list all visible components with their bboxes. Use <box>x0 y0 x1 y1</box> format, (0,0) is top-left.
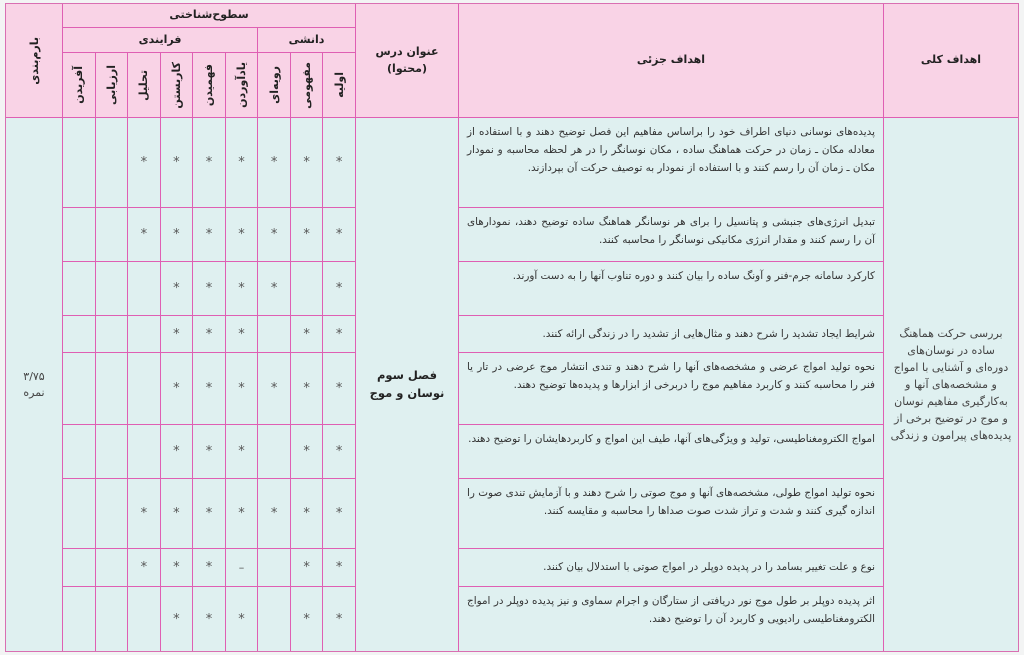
level-mark: * <box>238 281 245 296</box>
specific-objective-text: نوع و علت تغییر بسامد را در پدیده دوپلر در امواج صوتی با استدلال بیان کنند. <box>543 561 875 573</box>
level-mark: * <box>270 281 278 296</box>
header-level-label: کاربستن <box>169 61 183 109</box>
level-mark: * <box>173 560 180 575</box>
header-level-column <box>96 53 129 118</box>
level-mark: * <box>303 560 310 575</box>
level-mark: * <box>173 381 180 396</box>
level-mark: * <box>303 381 310 396</box>
level-cell <box>161 549 194 587</box>
level-mark: * <box>335 560 343 575</box>
specific-objective-row <box>459 118 884 208</box>
header-general-objectives-label: اهداف کلی <box>920 53 982 67</box>
specific-objective-text: پدیده‌های نوسانی دنیای اطراف خود را براساس مفاهیم این فصل توضیح دهند و با استفاده از معادله مکان ـ زمان در حرکت هماهنگ ساده ، مکان نوسانگر را در هر لحظه محاسبه و نمودار مکان ـ زمان آن را رسم کنند و با استفاده از نمودار به توصیف حرکت آن بپردازند. <box>467 126 875 174</box>
level-mark: * <box>173 155 180 170</box>
level-cell <box>226 479 259 549</box>
score-cell <box>6 118 63 651</box>
level-cell <box>128 549 161 587</box>
level-mark: * <box>238 326 245 342</box>
header-level-label: یادآوردن <box>235 62 249 108</box>
level-cell <box>96 479 129 549</box>
level-cell <box>193 208 226 262</box>
level-cell <box>193 549 226 587</box>
level-cell <box>161 316 194 353</box>
header-general-objectives <box>884 4 1018 118</box>
level-mark: * <box>140 560 148 575</box>
level-mark: * <box>205 227 213 242</box>
level-cell <box>193 353 226 425</box>
level-cell <box>96 549 129 587</box>
header-knowledge-label: دانشی <box>288 32 325 46</box>
level-mark: * <box>335 506 343 521</box>
header-level-label: مفهومی <box>300 61 314 109</box>
level-cell <box>226 316 259 353</box>
level-cell <box>63 425 96 479</box>
level-cell <box>193 425 226 479</box>
lesson-name-line2: نوسان و موج <box>369 385 445 400</box>
level-cell <box>63 118 96 208</box>
level-cell <box>258 262 291 316</box>
level-cell <box>193 316 226 353</box>
header-level-column <box>323 53 356 118</box>
specific-objective-row <box>459 587 884 651</box>
specific-objective-text: کارکرد سامانه جرم-فنر و آونگ ساده را بیان کنند و دوره تناوب آنها را به دست آورند. <box>512 270 875 282</box>
specific-objective-row <box>459 479 884 549</box>
level-dash: – <box>238 561 245 574</box>
level-cell <box>291 353 324 425</box>
level-cell <box>323 425 356 479</box>
level-cell <box>128 587 161 651</box>
level-cell <box>291 425 324 479</box>
level-cell <box>161 208 194 262</box>
level-cell <box>63 353 96 425</box>
level-cell <box>226 549 259 587</box>
curriculum-objectives-table <box>5 3 1019 652</box>
level-cell <box>258 118 291 208</box>
level-mark: * <box>303 227 310 242</box>
level-cell <box>258 353 291 425</box>
level-cell <box>161 425 194 479</box>
level-mark: * <box>270 506 278 521</box>
level-cell <box>193 262 226 316</box>
level-mark: * <box>303 155 310 170</box>
level-cell <box>161 353 194 425</box>
level-cell <box>63 587 96 651</box>
header-level-label: ارزیابی <box>104 65 118 105</box>
header-level-column <box>63 53 96 118</box>
level-cell <box>323 118 356 208</box>
level-cell <box>323 316 356 353</box>
specific-objective-row <box>459 425 884 479</box>
level-mark: * <box>303 611 310 627</box>
header-level-column <box>258 53 291 118</box>
level-cell <box>258 587 291 651</box>
level-mark: * <box>205 381 213 396</box>
header-lesson-title <box>356 4 459 118</box>
level-cell <box>96 425 129 479</box>
header-level-label: تحلیل <box>137 69 151 101</box>
level-mark: * <box>238 227 245 242</box>
level-mark: * <box>335 155 343 170</box>
level-cell <box>291 587 324 651</box>
header-level-column <box>193 53 226 118</box>
level-mark: * <box>173 281 180 296</box>
level-mark: * <box>205 326 213 342</box>
level-cell <box>63 479 96 549</box>
specific-objective-text: نحوه تولید امواج عرضی و مشخصه‌های آنها را شرح دهند و تندی انتشار موج عرضی در تار یا فنر را محاسبه کنند و کاربرد مفاهیم موج را دربرخی از ابزارها و پدیده‌ها توضیح دهند. <box>467 361 875 391</box>
level-cell <box>96 353 129 425</box>
level-mark: * <box>303 444 310 459</box>
header-lesson-title-label: عنوان درس <box>375 45 439 58</box>
level-cell <box>128 479 161 549</box>
level-cell <box>291 316 324 353</box>
level-cell <box>323 587 356 651</box>
header-score <box>6 4 63 118</box>
level-cell <box>258 425 291 479</box>
level-cell <box>291 479 324 549</box>
header-level-label: آفریدن <box>72 66 86 104</box>
header-procedural <box>63 28 258 53</box>
level-cell <box>226 118 259 208</box>
level-cell <box>128 208 161 262</box>
level-cell <box>96 118 129 208</box>
level-cell <box>161 262 194 316</box>
level-mark: * <box>335 227 343 242</box>
general-objective-cell <box>884 118 1018 651</box>
level-cell <box>96 316 129 353</box>
header-lesson-title-sub: (محتوا) <box>387 61 427 75</box>
header-score-label: بارم‌بندی <box>27 36 41 85</box>
level-cell <box>258 316 291 353</box>
level-cell <box>291 208 324 262</box>
header-level-label: رویه‌ای <box>267 66 281 104</box>
specific-objective-text: نحوه تولید امواج طولی، مشخصه‌های آنها و موج صوتی را شرح دهند و با آزمایش تندی صوت را اندازه گیری کنند و شدت و تراز شدت صوت صداها را محاسبه و مقایسه کنند. <box>467 487 875 517</box>
level-mark: * <box>238 611 245 627</box>
level-mark: * <box>335 326 343 342</box>
level-mark: * <box>238 381 245 396</box>
level-mark: * <box>238 444 245 459</box>
header-level-column <box>128 53 161 118</box>
level-cell <box>128 316 161 353</box>
level-cell <box>291 549 324 587</box>
level-mark: * <box>140 506 148 521</box>
header-specific-objectives-label: اهداف جزئی <box>636 53 706 67</box>
level-cell <box>226 353 259 425</box>
level-cell <box>291 118 324 208</box>
level-cell <box>226 425 259 479</box>
level-mark: * <box>205 611 213 627</box>
general-objective-text: بررسی حرکت هماهنگ ساده در نوسان‌های دوره‌ای و آشنایی با امواج و مشخصه‌های آنها و به‌کارگیری مفاهیم نوسان و موج در توضیح برخی از پدیده‌های پیرامون و زندگی <box>890 326 1012 443</box>
level-cell <box>323 208 356 262</box>
level-cell <box>193 479 226 549</box>
lesson-name-line1: فصل سوم <box>376 367 438 382</box>
level-mark: * <box>270 155 278 170</box>
level-cell <box>291 262 324 316</box>
level-mark: * <box>140 155 148 170</box>
level-mark: * <box>173 506 180 521</box>
header-cognitive-levels-label: سطوح‌شناختی <box>169 8 249 22</box>
level-mark: * <box>335 281 343 296</box>
header-procedural-label: فرایندی <box>138 32 182 46</box>
specific-objective-text: تبدیل انرژی‌های جنبشی و پتانسیل را برای هر نوسانگر هماهنگ ساده توضیح دهند، نمودارهای آن را رسم کنند و مقدار انرژی مکانیکی نوسانگر را محاسبه کنند. <box>467 216 875 246</box>
level-cell <box>128 118 161 208</box>
level-cell <box>63 549 96 587</box>
level-mark: * <box>205 281 213 296</box>
level-mark: * <box>335 381 343 396</box>
level-cell <box>323 479 356 549</box>
specific-objective-text: شرایط ایجاد تشدید را شرح دهند و مثال‌هایی از تشدید را در زندگی ارائه کنند. <box>542 328 875 340</box>
specific-objective-text: امواج الکترومغناطیسی، تولید و ویژگی‌های آنها، طیف این امواج و کاربردهایشان را توضیح دهند. <box>468 433 875 445</box>
level-cell <box>96 587 129 651</box>
level-cell <box>63 316 96 353</box>
header-specific-objectives <box>459 4 884 118</box>
level-cell <box>161 587 194 651</box>
level-mark: * <box>205 560 213 575</box>
level-mark: * <box>173 227 180 242</box>
header-knowledge <box>258 28 356 53</box>
specific-objective-row <box>459 262 884 316</box>
level-mark: * <box>238 506 245 521</box>
level-cell <box>96 262 129 316</box>
level-mark: * <box>140 227 148 242</box>
level-mark: * <box>335 611 343 627</box>
specific-objective-row <box>459 353 884 425</box>
header-level-column <box>161 53 194 118</box>
score-unit: نمره <box>23 385 45 399</box>
level-cell <box>226 587 259 651</box>
level-cell <box>258 549 291 587</box>
level-cell <box>258 479 291 549</box>
header-level-label: فهمیدن <box>202 63 216 107</box>
specific-objective-text: اثر پدیده دوپلر بر طول موج نور دریافتی از ستارگان و اجرام سماوی و نیز پدیده دوپلر در امواج الکترومغناطیسی رادیویی و کاربرد آن را توضیح دهند. <box>467 595 875 625</box>
score-value: ۳/۷۵ <box>23 370 45 384</box>
level-cell <box>63 208 96 262</box>
header-level-column <box>226 53 259 118</box>
level-cell <box>161 118 194 208</box>
level-cell <box>128 262 161 316</box>
level-cell <box>323 262 356 316</box>
level-cell <box>63 262 96 316</box>
level-cell <box>193 587 226 651</box>
level-cell <box>128 353 161 425</box>
header-level-column <box>291 53 324 118</box>
level-mark: * <box>270 227 278 242</box>
level-mark: * <box>205 506 213 521</box>
level-cell <box>96 208 129 262</box>
level-mark: * <box>205 155 213 170</box>
level-mark: * <box>205 444 213 459</box>
level-mark: * <box>303 326 310 342</box>
specific-objective-row <box>459 208 884 262</box>
level-mark: * <box>270 381 278 396</box>
specific-objective-row <box>459 316 884 353</box>
level-mark: * <box>238 155 245 170</box>
level-cell <box>323 549 356 587</box>
level-mark: * <box>303 506 310 521</box>
header-level-label: اولیه <box>332 72 346 98</box>
level-cell <box>128 425 161 479</box>
level-cell <box>258 208 291 262</box>
header-cognitive-levels <box>63 4 356 28</box>
level-mark: * <box>173 326 180 342</box>
level-mark: * <box>173 611 180 627</box>
level-cell <box>161 479 194 549</box>
level-mark: * <box>335 444 343 459</box>
level-mark: * <box>173 444 180 459</box>
level-cell <box>323 353 356 425</box>
level-cell <box>226 208 259 262</box>
level-cell <box>193 118 226 208</box>
lesson-name-cell <box>356 118 459 651</box>
specific-objective-row <box>459 549 884 587</box>
level-cell <box>226 262 259 316</box>
